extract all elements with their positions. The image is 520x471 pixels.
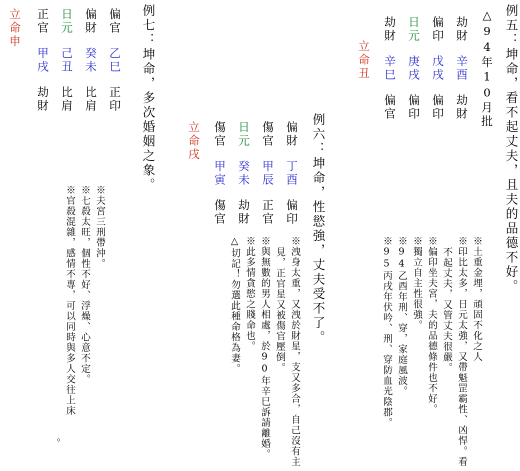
ex5-ming-palace: 立命丑 — [357, 40, 371, 81]
ex6-chart-col-3 — [238, 121, 250, 226]
ex5-stem-label: 偏印 — [431, 16, 445, 43]
ex5-note: ※土重金埋，頑固不化之人 — [471, 236, 482, 362]
ex5-date: △94年10月批 — [480, 8, 494, 129]
ex5-note: ※印比太多，日元太強，又帶魁罡霸性、凶悍。看 — [456, 236, 467, 467]
ex7-chart-col-3 — [61, 8, 73, 113]
ex6-note: ※洩身太重，又洩於財星，支又多合，自己沒有主 — [289, 236, 300, 467]
ex7-note: ※夫宮三刑帶沖。 — [94, 185, 105, 269]
ex6-ganzhi: 丁酉 — [285, 160, 299, 187]
ex7-ganzhi: 乙巳 — [108, 47, 122, 74]
ex7-ganzhi: 癸未 — [84, 47, 98, 74]
ex6-branch-label: 偏印 — [285, 199, 299, 226]
ex7-stem-label: 正官 — [36, 8, 50, 35]
ex6-note: 見，正官星又被傷官壓倒。 — [274, 247, 285, 373]
ex5-day-master: 日元 — [407, 16, 421, 43]
ex6-branch-label: 正官 — [261, 199, 275, 226]
ex7-day-master: 日元 — [60, 8, 74, 35]
ex7-stem-label: 偏財 — [84, 8, 98, 35]
ex6-branch-label: 傷官 — [213, 199, 227, 226]
ex5-ganzhi: 戊戌 — [431, 55, 445, 82]
ex7-note: ※七殺太旺，個性不好、浮燥、心意不定。 — [79, 185, 90, 385]
ex7-title: 例七：坤命，多次婚姻之象。 — [141, 4, 156, 193]
ex7-ganzhi: 甲戌 — [36, 47, 50, 74]
ex6-chart-col-2 — [262, 121, 274, 226]
ex7-chart-col-4 — [37, 8, 49, 113]
ex5-chart-col-2 — [432, 16, 444, 121]
ex7-branch-label: 正印 — [108, 86, 122, 113]
ex6-stem-label: 偏財 — [285, 121, 299, 148]
ex7-ming-palace: 立命申 — [8, 8, 22, 49]
ex5-chart-col-4 — [384, 16, 396, 121]
ex5-branch-label: 偏印 — [407, 94, 421, 121]
ex6-chart-col-4 — [214, 121, 226, 226]
ex7-note: 。 — [49, 438, 60, 449]
ex5-branch-label: 偏官 — [383, 94, 397, 121]
ex5-chart-col-3 — [408, 16, 420, 121]
ex5-stem-label: 劫財 — [455, 16, 469, 43]
ex5-note: 不起丈夫，又管丈夫很嚴。 — [441, 247, 452, 373]
ex5-branch-label: 劫財 — [455, 94, 469, 121]
ex7-branch-label: 比肩 — [60, 86, 74, 113]
ex6-day-master: 日元 — [237, 121, 251, 148]
ex7-stem-label: 偏官 — [108, 8, 122, 35]
ex6-note: ※與無數的男人相處，於90年辛巳訴請離婚。 — [259, 236, 270, 460]
ex7-chart-col-2 — [85, 8, 97, 113]
ex6-title: 例六：坤命，性慾強，丈夫受不了。 — [311, 113, 326, 345]
ex5-note: ※94乙酉年刑、穿，家庭風波。 — [396, 236, 407, 397]
ex7-branch-label: 劫財 — [36, 86, 50, 113]
ex7-chart-col-1 — [109, 8, 121, 113]
ex6-branch-label: 劫財 — [237, 199, 251, 226]
ex5-title: 例五：坤命，看不起丈夫，且夫的品德不好。 — [504, 4, 519, 294]
ex6-ganzhi: 甲寅 — [213, 160, 227, 187]
ex5-note: ※獨立自主性很強。 — [411, 236, 422, 331]
ex5-ganzhi: 辛巳 — [383, 55, 397, 82]
ex6-stem-label: 傷官 — [261, 121, 275, 148]
ex7-note: ※官殺混雜，感情不專，可以同時與多人交往上床 — [64, 185, 75, 416]
ex6-ming-palace: 立命戌 — [187, 121, 201, 162]
ex5-note: ※95丙戌年伏吟、刑、穿防血光陰郡。 — [381, 236, 392, 428]
ex6-note: △切記！勿選此種命格為妻。 — [229, 236, 240, 374]
ex5-ganzhi: 辛酉 — [455, 55, 469, 82]
ex6-ganzhi: 癸未 — [237, 160, 251, 187]
ex7-branch-label: 比肩 — [84, 86, 98, 113]
ex6-ganzhi: 甲辰 — [261, 160, 275, 187]
ex6-stem-label: 傷官 — [213, 121, 227, 148]
ex6-chart-col-1 — [286, 121, 298, 226]
ex5-ganzhi: 庚戌 — [407, 55, 421, 82]
ex5-note: ※偏印坐夫宮，夫的品德條件也不好。 — [426, 236, 437, 415]
ex5-stem-label: 劫財 — [383, 16, 397, 43]
ex5-branch-label: 偏印 — [431, 94, 445, 121]
ex6-note: ※此多情貪慾之賤命也。 — [244, 236, 255, 352]
ex7-ganzhi: 己丑 — [60, 47, 74, 74]
ex5-chart-col-1 — [456, 16, 468, 121]
